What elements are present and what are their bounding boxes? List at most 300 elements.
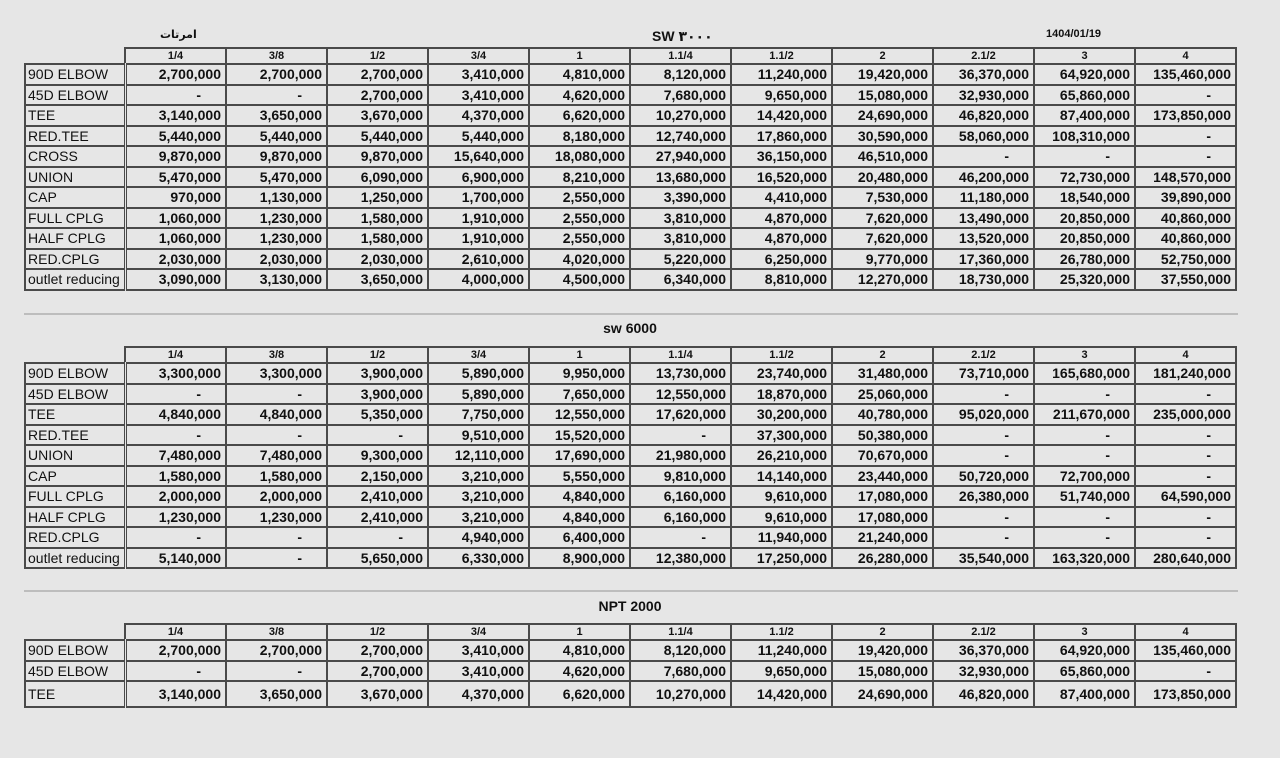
price-cell: 25,060,000 (832, 384, 933, 405)
size-header: 3 (1034, 624, 1135, 640)
price-cell: 26,380,000 (933, 486, 1034, 507)
price-cell: - (1135, 126, 1236, 147)
table-row (25, 64, 1236, 85)
price-cell: 3,410,000 (428, 85, 529, 106)
price-cell: 9,810,000 (630, 466, 731, 487)
size-header: 3/4 (428, 347, 529, 363)
price-cell: - (933, 146, 1034, 167)
table-row (25, 187, 1236, 208)
price-cell: 4,940,000 (428, 527, 529, 548)
price-cell: - (1034, 425, 1135, 446)
fitting-name: 45D ELBOW (25, 85, 125, 106)
size-header-row (25, 48, 1236, 64)
fitting-name: outlet reducing (25, 269, 125, 290)
price-cell: 4,370,000 (428, 105, 529, 126)
size-header: 1 (529, 347, 630, 363)
price-cell: - (125, 425, 226, 446)
price-cell: 6,330,000 (428, 548, 529, 569)
price-cell: 17,250,000 (731, 548, 832, 569)
price-cell: 9,770,000 (832, 249, 933, 270)
price-cell: 1,580,000 (226, 466, 327, 487)
price-cell: 30,200,000 (731, 404, 832, 425)
price-cell: 18,870,000 (731, 384, 832, 405)
fitting-name: TEE (25, 105, 125, 126)
header-corner (25, 624, 125, 640)
price-cell: 5,650,000 (327, 548, 428, 569)
price-cell: 3,650,000 (226, 105, 327, 126)
size-header: 3/8 (226, 48, 327, 64)
price-cell: 15,080,000 (832, 661, 933, 682)
table-row (25, 466, 1236, 487)
table-row (25, 269, 1236, 290)
size-header: 1.1/2 (731, 347, 832, 363)
price-cell: - (1135, 527, 1236, 548)
price-cell: 5,470,000 (125, 167, 226, 188)
price-cell: 8,120,000 (630, 640, 731, 661)
price-cell: 19,420,000 (832, 640, 933, 661)
fitting-name: FULL CPLG (25, 208, 125, 229)
price-cell: - (1135, 445, 1236, 466)
fitting-name: CAP (25, 187, 125, 208)
price-cell: 15,640,000 (428, 146, 529, 167)
price-cell: 3,210,000 (428, 486, 529, 507)
size-header: 1.1/4 (630, 48, 731, 64)
price-cell: 9,870,000 (125, 146, 226, 167)
price-cell: - (1034, 384, 1135, 405)
size-header: 1 (529, 48, 630, 64)
price-cell: - (1034, 146, 1135, 167)
price-cell: 5,470,000 (226, 167, 327, 188)
table-row (25, 126, 1236, 147)
fitting-name: 90D ELBOW (25, 64, 125, 85)
price-cell: 2,550,000 (529, 208, 630, 229)
price-cell: 39,890,000 (1135, 187, 1236, 208)
size-header: 1/4 (125, 48, 226, 64)
price-cell: 2,700,000 (327, 640, 428, 661)
size-header: 4 (1135, 347, 1236, 363)
price-cell: 2,550,000 (529, 187, 630, 208)
price-table-sw3000 (24, 47, 1237, 291)
price-cell: - (125, 527, 226, 548)
price-cell: 4,410,000 (731, 187, 832, 208)
price-cell: 31,480,000 (832, 363, 933, 384)
fitting-name: outlet reducing (25, 548, 125, 569)
price-cell: 3,410,000 (428, 640, 529, 661)
price-table-npt2000 (24, 623, 1237, 708)
price-cell: 1,580,000 (327, 228, 428, 249)
price-cell: 4,870,000 (731, 208, 832, 229)
price-cell: 2,700,000 (226, 640, 327, 661)
price-cell: 24,690,000 (832, 681, 933, 707)
price-cell: - (1135, 146, 1236, 167)
fitting-name: HALF CPLG (25, 228, 125, 249)
price-cell: 21,240,000 (832, 527, 933, 548)
price-cell: 9,870,000 (327, 146, 428, 167)
price-cell: 12,270,000 (832, 269, 933, 290)
price-cell: 64,920,000 (1034, 64, 1135, 85)
table-row (25, 363, 1236, 384)
price-cell: 51,740,000 (1034, 486, 1135, 507)
price-cell: 40,860,000 (1135, 228, 1236, 249)
price-cell: 173,850,000 (1135, 105, 1236, 126)
price-cell: - (933, 384, 1034, 405)
price-cell: 18,540,000 (1034, 187, 1135, 208)
price-cell: 20,850,000 (1034, 228, 1135, 249)
price-cell: - (1135, 661, 1236, 682)
price-cell: - (125, 85, 226, 106)
size-header: 2 (832, 624, 933, 640)
price-cell: 14,140,000 (731, 466, 832, 487)
price-cell: 3,900,000 (327, 363, 428, 384)
price-cell: 4,000,000 (428, 269, 529, 290)
price-cell: 46,200,000 (933, 167, 1034, 188)
size-header: 4 (1135, 48, 1236, 64)
table-row (25, 681, 1236, 707)
price-cell: 40,780,000 (832, 404, 933, 425)
price-cell: 4,620,000 (529, 661, 630, 682)
size-header: 3/8 (226, 624, 327, 640)
price-cell: 73,710,000 (933, 363, 1034, 384)
price-cell: - (327, 527, 428, 548)
price-cell: 3,670,000 (327, 105, 428, 126)
price-cell: 50,380,000 (832, 425, 933, 446)
size-header: 1/2 (327, 624, 428, 640)
price-cell: 2,700,000 (327, 64, 428, 85)
price-cell: 3,090,000 (125, 269, 226, 290)
price-cell: 2,700,000 (125, 64, 226, 85)
price-cell: 14,420,000 (731, 681, 832, 707)
header-corner (25, 347, 125, 363)
price-cell: 17,860,000 (731, 126, 832, 147)
price-cell: - (1135, 85, 1236, 106)
price-cell: 12,740,000 (630, 126, 731, 147)
price-cell: 8,810,000 (731, 269, 832, 290)
size-header: 1/2 (327, 347, 428, 363)
fitting-name: CROSS (25, 146, 125, 167)
price-cell: 46,820,000 (933, 681, 1034, 707)
price-cell: 36,150,000 (731, 146, 832, 167)
price-cell: 9,950,000 (529, 363, 630, 384)
price-cell: 14,420,000 (731, 105, 832, 126)
section-title-npt2000: NPT 2000 (598, 598, 662, 614)
size-header-row (25, 624, 1236, 640)
size-header: 1/4 (125, 624, 226, 640)
size-header: 1.1/4 (630, 347, 731, 363)
price-cell: 7,680,000 (630, 85, 731, 106)
price-cell: 6,340,000 (630, 269, 731, 290)
price-cell: 6,620,000 (529, 105, 630, 126)
page-title: SW ۳۰۰۰ (652, 28, 713, 44)
price-cell: 9,300,000 (327, 445, 428, 466)
price-cell: 4,870,000 (731, 228, 832, 249)
price-cell: 7,480,000 (125, 445, 226, 466)
price-cell: 2,610,000 (428, 249, 529, 270)
table-row (25, 85, 1236, 106)
price-cell: 1,060,000 (125, 208, 226, 229)
price-cell: 3,670,000 (327, 681, 428, 707)
price-cell: 72,700,000 (1034, 466, 1135, 487)
price-cell: 7,750,000 (428, 404, 529, 425)
price-cell: 3,650,000 (327, 269, 428, 290)
size-header: 3/4 (428, 48, 529, 64)
price-cell: 5,890,000 (428, 363, 529, 384)
table-row (25, 249, 1236, 270)
price-cell: 13,520,000 (933, 228, 1034, 249)
price-cell: 17,620,000 (630, 404, 731, 425)
price-cell: 3,210,000 (428, 507, 529, 528)
price-cell: 3,130,000 (226, 269, 327, 290)
price-cell: 95,020,000 (933, 404, 1034, 425)
price-cell: 50,720,000 (933, 466, 1034, 487)
price-cell: 2,030,000 (226, 249, 327, 270)
price-cell: - (226, 384, 327, 405)
fitting-name: UNION (25, 445, 125, 466)
price-cell: 4,840,000 (529, 507, 630, 528)
price-cell: 20,480,000 (832, 167, 933, 188)
table-row (25, 404, 1236, 425)
price-cell: 4,840,000 (226, 404, 327, 425)
price-cell: - (125, 661, 226, 682)
price-cell: 26,780,000 (1034, 249, 1135, 270)
price-cell: 5,440,000 (428, 126, 529, 147)
price-cell: 16,520,000 (731, 167, 832, 188)
price-cell: 2,700,000 (226, 64, 327, 85)
price-cell: 15,520,000 (529, 425, 630, 446)
size-header: 2.1/2 (933, 48, 1034, 64)
price-cell: 4,370,000 (428, 681, 529, 707)
size-header: 2 (832, 347, 933, 363)
price-cell: 17,080,000 (832, 507, 933, 528)
price-cell: 970,000 (125, 187, 226, 208)
fitting-name: RED.TEE (25, 126, 125, 147)
price-cell: 2,000,000 (226, 486, 327, 507)
price-cell: 5,140,000 (125, 548, 226, 569)
table-row (25, 661, 1236, 682)
price-cell: - (226, 85, 327, 106)
price-cell: 108,310,000 (1034, 126, 1135, 147)
price-cell: 3,300,000 (226, 363, 327, 384)
price-cell: 24,690,000 (832, 105, 933, 126)
price-cell: 9,650,000 (731, 85, 832, 106)
price-cell: 6,900,000 (428, 167, 529, 188)
fitting-name: 45D ELBOW (25, 384, 125, 405)
fitting-name: FULL CPLG (25, 486, 125, 507)
table-row (25, 527, 1236, 548)
price-cell: 1,230,000 (226, 208, 327, 229)
price-cell: - (1135, 384, 1236, 405)
price-cell: 37,300,000 (731, 425, 832, 446)
price-cell: 148,570,000 (1135, 167, 1236, 188)
price-cell: 2,000,000 (125, 486, 226, 507)
price-cell: 4,620,000 (529, 85, 630, 106)
size-header: 1.1/2 (731, 624, 832, 640)
price-cell: 4,810,000 (529, 640, 630, 661)
table-row (25, 486, 1236, 507)
price-cell: 1,230,000 (125, 507, 226, 528)
price-cell: 7,650,000 (529, 384, 630, 405)
fitting-name: RED.CPLG (25, 249, 125, 270)
price-cell: - (125, 384, 226, 405)
table-row (25, 548, 1236, 569)
price-cell: 5,440,000 (327, 126, 428, 147)
price-cell: 36,370,000 (933, 64, 1034, 85)
price-cell: 1,130,000 (226, 187, 327, 208)
size-header: 1.1/2 (731, 48, 832, 64)
price-cell: 5,350,000 (327, 404, 428, 425)
price-cell: 4,840,000 (529, 486, 630, 507)
price-cell: 87,400,000 (1034, 105, 1135, 126)
price-cell: - (630, 527, 731, 548)
price-cell: 13,730,000 (630, 363, 731, 384)
price-cell: 3,300,000 (125, 363, 226, 384)
price-cell: 12,110,000 (428, 445, 529, 466)
price-cell: 10,270,000 (630, 681, 731, 707)
price-cell: 7,480,000 (226, 445, 327, 466)
price-cell: 7,530,000 (832, 187, 933, 208)
price-cell: 3,650,000 (226, 681, 327, 707)
table-row (25, 425, 1236, 446)
divider (24, 590, 1238, 592)
price-cell: 13,680,000 (630, 167, 731, 188)
price-cell: 19,420,000 (832, 64, 933, 85)
date-label: 1404/01/19 (1046, 28, 1102, 40)
price-cell: - (933, 527, 1034, 548)
price-cell: - (226, 527, 327, 548)
price-cell: 2,410,000 (327, 507, 428, 528)
price-cell: 11,240,000 (731, 64, 832, 85)
price-cell: 72,730,000 (1034, 167, 1135, 188)
price-cell: 11,180,000 (933, 187, 1034, 208)
left-header-label: امرتات (160, 29, 197, 41)
price-cell: 9,610,000 (731, 507, 832, 528)
fitting-name: RED.TEE (25, 425, 125, 446)
fitting-name: 90D ELBOW (25, 640, 125, 661)
price-cell: 2,030,000 (125, 249, 226, 270)
price-cell: 2,550,000 (529, 228, 630, 249)
price-cell: 3,140,000 (125, 105, 226, 126)
price-cell: 26,210,000 (731, 445, 832, 466)
price-cell: 163,320,000 (1034, 548, 1135, 569)
price-cell: 5,890,000 (428, 384, 529, 405)
price-cell: 6,620,000 (529, 681, 630, 707)
price-cell: 211,670,000 (1034, 404, 1135, 425)
fitting-name: TEE (25, 404, 125, 425)
price-cell: 5,220,000 (630, 249, 731, 270)
price-cell: 25,320,000 (1034, 269, 1135, 290)
price-cell: 2,700,000 (327, 85, 428, 106)
price-cell: 165,680,000 (1034, 363, 1135, 384)
section-title-sw6000: sw 6000 (603, 320, 657, 336)
price-cell: 17,690,000 (529, 445, 630, 466)
price-cell: 32,930,000 (933, 85, 1034, 106)
price-cell: 173,850,000 (1135, 681, 1236, 707)
price-cell: 135,460,000 (1135, 64, 1236, 85)
price-cell: 4,020,000 (529, 249, 630, 270)
table-row (25, 640, 1236, 661)
table-row (25, 105, 1236, 126)
table-row (25, 507, 1236, 528)
price-cell: 8,210,000 (529, 167, 630, 188)
price-cell: 10,270,000 (630, 105, 731, 126)
price-cell: 8,120,000 (630, 64, 731, 85)
price-cell: 8,900,000 (529, 548, 630, 569)
price-cell: 26,280,000 (832, 548, 933, 569)
price-cell: 5,550,000 (529, 466, 630, 487)
price-cell: 1,910,000 (428, 208, 529, 229)
size-header: 4 (1135, 624, 1236, 640)
price-cell: 280,640,000 (1135, 548, 1236, 569)
price-cell: 3,390,000 (630, 187, 731, 208)
price-cell: 30,590,000 (832, 126, 933, 147)
size-header: 1 (529, 624, 630, 640)
fitting-name: RED.CPLG (25, 527, 125, 548)
size-header: 2.1/2 (933, 347, 1034, 363)
price-cell: - (1034, 527, 1135, 548)
table-row (25, 167, 1236, 188)
table-row (25, 208, 1236, 229)
table-row (25, 228, 1236, 249)
price-cell: 65,860,000 (1034, 85, 1135, 106)
price-cell: 1,230,000 (226, 228, 327, 249)
price-cell: 52,750,000 (1135, 249, 1236, 270)
price-cell: - (630, 425, 731, 446)
price-cell: 6,160,000 (630, 507, 731, 528)
price-cell: 13,490,000 (933, 208, 1034, 229)
size-header: 1.1/4 (630, 624, 731, 640)
price-cell: 21,980,000 (630, 445, 731, 466)
size-header: 3 (1034, 347, 1135, 363)
price-cell: 2,700,000 (327, 661, 428, 682)
price-cell: 87,400,000 (1034, 681, 1135, 707)
size-header: 1/2 (327, 48, 428, 64)
size-header: 3/8 (226, 347, 327, 363)
price-cell: 6,090,000 (327, 167, 428, 188)
price-cell: 35,540,000 (933, 548, 1034, 569)
price-cell: 4,810,000 (529, 64, 630, 85)
fitting-name: CAP (25, 466, 125, 487)
price-cell: - (226, 425, 327, 446)
price-cell: - (1135, 466, 1236, 487)
price-cell: 40,860,000 (1135, 208, 1236, 229)
price-cell: - (1034, 445, 1135, 466)
price-cell: 18,730,000 (933, 269, 1034, 290)
price-cell: 12,550,000 (630, 384, 731, 405)
size-header: 2.1/2 (933, 624, 1034, 640)
price-cell: 11,240,000 (731, 640, 832, 661)
price-cell: 7,620,000 (832, 228, 933, 249)
price-cell: 1,230,000 (226, 507, 327, 528)
price-cell: 5,440,000 (226, 126, 327, 147)
price-cell: 4,500,000 (529, 269, 630, 290)
size-header: 3 (1034, 48, 1135, 64)
price-cell: - (933, 507, 1034, 528)
price-cell: 181,240,000 (1135, 363, 1236, 384)
price-cell: - (933, 425, 1034, 446)
size-header-row (25, 347, 1236, 363)
price-cell: 3,810,000 (630, 208, 731, 229)
price-cell: 4,840,000 (125, 404, 226, 425)
price-cell: 64,590,000 (1135, 486, 1236, 507)
price-cell: 65,860,000 (1034, 661, 1135, 682)
price-cell: - (226, 661, 327, 682)
price-cell: 11,940,000 (731, 527, 832, 548)
size-header: 2 (832, 48, 933, 64)
price-cell: 15,080,000 (832, 85, 933, 106)
price-cell: 20,850,000 (1034, 208, 1135, 229)
price-cell: 7,680,000 (630, 661, 731, 682)
price-cell: 6,250,000 (731, 249, 832, 270)
fitting-name: HALF CPLG (25, 507, 125, 528)
